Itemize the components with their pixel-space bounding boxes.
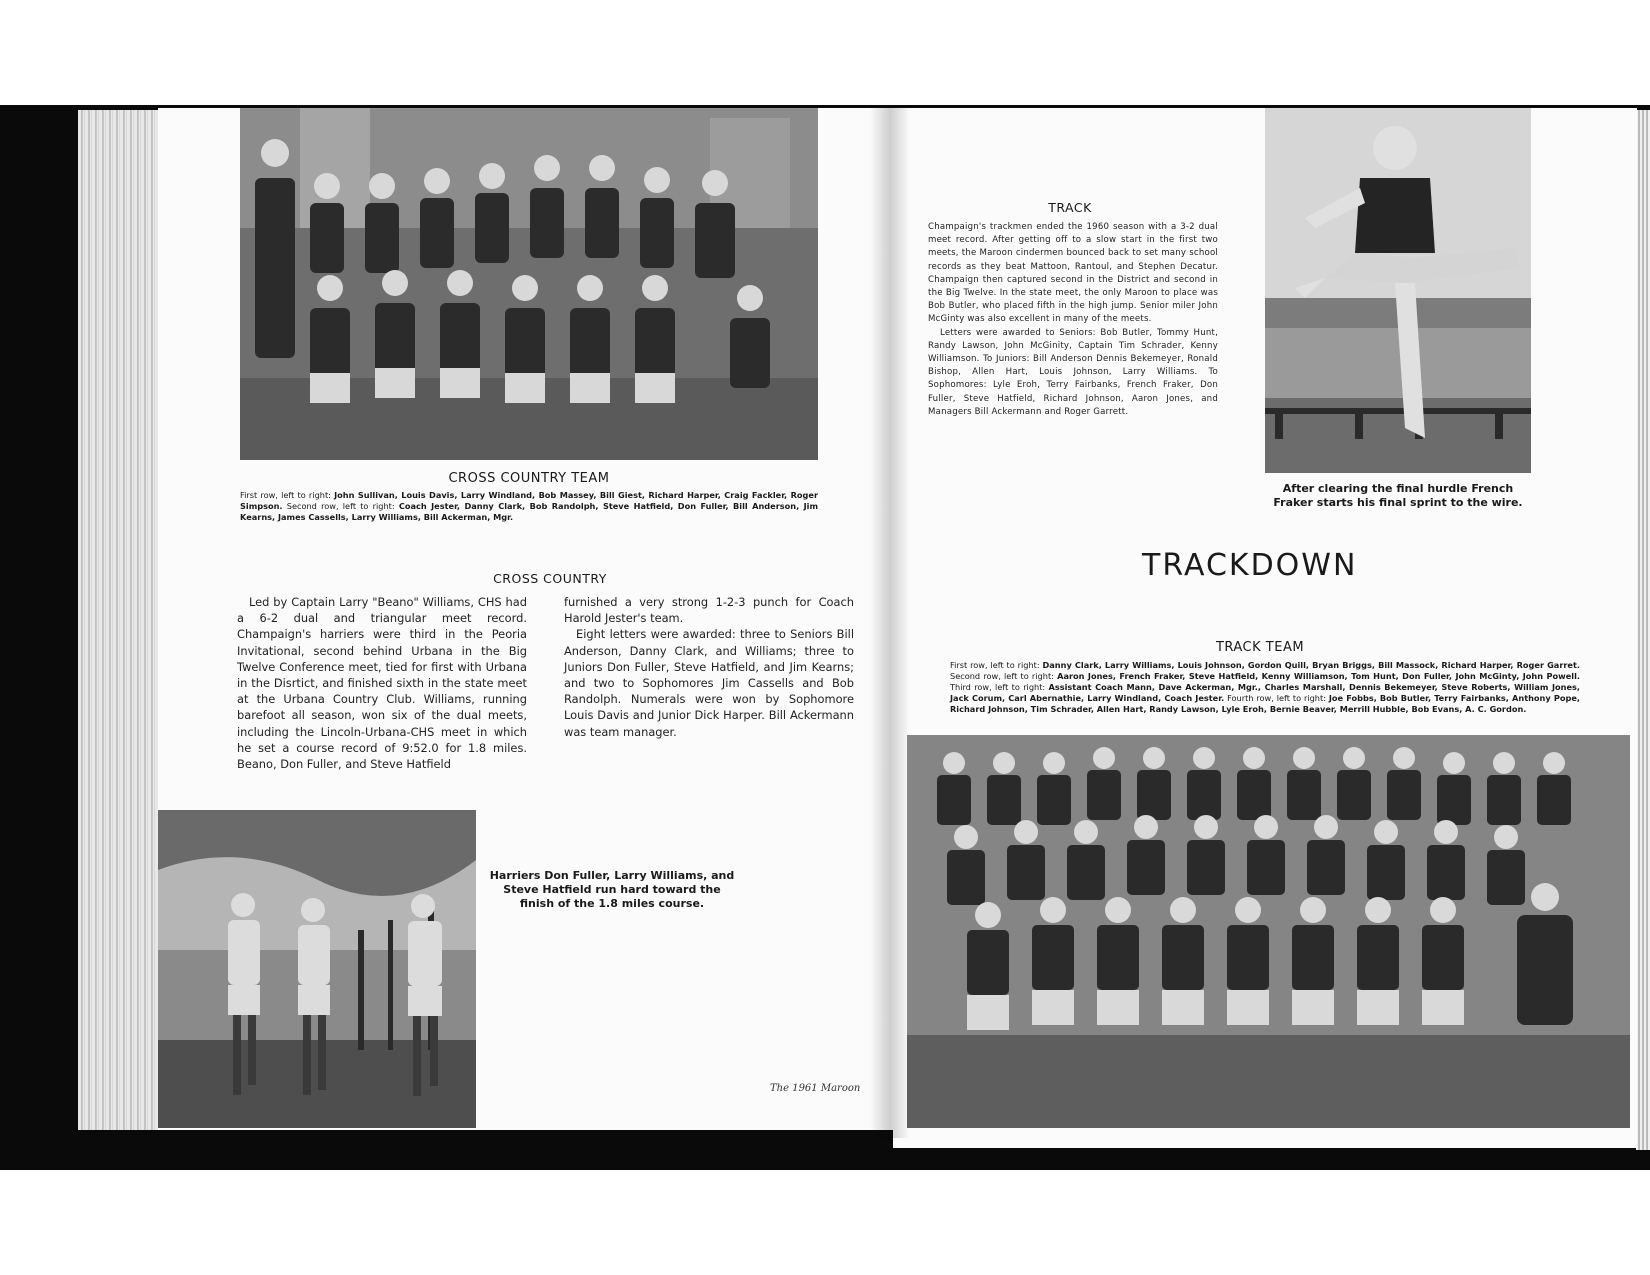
row2-label: Second row, left to right: bbox=[286, 501, 395, 511]
cross-country-team-photo bbox=[240, 108, 818, 460]
track-paragraph-1: Champaign's trackmen ended the 1960 season with a 3-2 dual meet record. After getting off to a slow start in the first two meets, the Maroon cindermen bounced back to set many school records as they beat Mattoon, Rantoul, and Stephen Decatur. Champaign then captured second in the District and second in the Big Twelve. In the state meet, the only Maroon to place was Bob Butler, who placed fifth in the high jump. Senior miler John McGinty was also excellent in many of the meets. bbox=[928, 222, 1218, 325]
track-row4-label: Fourth row, left to right: bbox=[1227, 693, 1326, 703]
track-team-caption bbox=[950, 660, 1580, 715]
book-gutter bbox=[870, 108, 910, 1138]
track-heading: TRACK bbox=[1048, 200, 1092, 215]
book-page-edges-right bbox=[1636, 110, 1650, 1150]
row2-names: Coach Jester, Danny Clark, Bob Randolph, Steve Hatfield, Don Fuller, Bill Anderson, Jim Kearns, James Cassells, Larry Williams, Bill Ackerman, Mgr. bbox=[240, 501, 819, 522]
hurdle-photo bbox=[1265, 108, 1531, 473]
track-row1-label: First row, left to right: bbox=[950, 660, 1040, 670]
harriers-running-photo bbox=[158, 810, 476, 1128]
track-paragraph-2: Letters were awarded to Seniors: Bob Butler, Tommy Hunt, Randy Lawson, John McGinity, Captain Tim Schrader, Kenny Williamson. To Juniors: Bill Anderson Dennis Bekemeyer, Ronald Bishop, Allen Hart, Louis Johnson, Larry Williams. To Sophomores: Lyle Eroh, Terry Fairbanks, French Fraker, Don Fuller, Steve Hatfield, Richard Johnson, Aaron Jones, and Managers Bill Ackermann and Roger Garrett. bbox=[928, 327, 1218, 417]
track-team-photo bbox=[907, 735, 1630, 1128]
row1-names: John Sullivan, Louis Davis, Larry Windland, Bob Massey, Bill Giest, Richard Harper, Craig Fackler, Roger Simpson. bbox=[240, 490, 818, 511]
book-page-edges-left bbox=[78, 110, 160, 1130]
cross-country-team-caption bbox=[240, 490, 818, 523]
row1-label: First row, left to right: bbox=[240, 490, 331, 500]
track-row3-label: Third row, left to right: bbox=[950, 682, 1046, 692]
cross-country-heading: CROSS COUNTRY bbox=[493, 571, 607, 586]
hurdle-caption: After clearing the final hurdle French Fraker starts his final sprint to the wire. bbox=[1273, 482, 1523, 509]
harriers-caption: Harriers Don Fuller, Larry Williams, and Steve Hatfield run hard toward the finish of the 1.8 miles course. bbox=[489, 869, 735, 910]
cross-country-column-2 bbox=[564, 594, 854, 740]
track-row2-label: Second row, left to right: bbox=[950, 671, 1054, 681]
track-row2-names: Aaron Jones, French Fraker, Steve Hatfield, Kenny Williamson, Tom Hunt, Don Fuller, John McGinty, John Powell. bbox=[1057, 671, 1580, 681]
cross-country-paragraph-3: Eight letters were awarded: three to Seniors Bill Anderson, Danny Clark, and Williams; three to Juniors Don Fuller, Steve Hatfield, and Jim Kearns; and two to Sophomores Jim Cassells and Bob Randolph. Numerals were won by Sophomore Louis Davis and Junior Dick Harper. Bill Ackermann was team manager. bbox=[564, 627, 854, 739]
track-row1-names: Danny Clark, Larry Williams, Louis Johnson, Gordon Quill, Bryan Briggs, Bill Massock, Richard Harper, Roger Garret. bbox=[1042, 660, 1580, 670]
track-team-heading: TRACK TEAM bbox=[1215, 640, 1305, 655]
track-story bbox=[928, 221, 1218, 419]
cross-country-column-1 bbox=[237, 594, 527, 772]
trackdown-title: TRACKDOWN bbox=[1142, 548, 1358, 583]
cross-country-paragraph-1: Led by Captain Larry "Beano" Williams, CHS had a 6-2 dual and triangular meet record. Champaign's harriers were third in the Peoria Invitational, second behind Urbana in the Big Twelve Conference meet, tied for first with Urbana in the Disrtict, and finished sixth in the state meet at the Urbana Country Club. Williams, running barefoot all season, won six of the dual meets, including the Lincoln-Urbana-CHS meet in which he set a course record of 9:52.0 for 1.8 miles. Beano, Don Fuller, and Steve Hatfield bbox=[237, 595, 527, 772]
page-folio: The 1961 Maroon bbox=[770, 1083, 861, 1094]
cross-country-team-heading: CROSS COUNTRY TEAM bbox=[448, 471, 610, 486]
track-row3-names: Assistant Coach Mann, Dave Ackerman, Mgr., Charles Marshall, Dennis Bekemeyer, Steve Roberts, William Jones, Jack Corum, Carl Abernathie, Larry Windland, Coach Jester. bbox=[950, 682, 1581, 703]
track-row4-names: Joe Fobbs, Bob Butler, Terry Fairbanks, Anthony Pope, Richard Johnson, Tim Schrader, Allen Hart, Randy Lawson, Lyle Eroh, Bernie Beaver, Merrill Hubble, Bob Evans, A. C. Gordon. bbox=[950, 693, 1581, 714]
cross-country-paragraph-2: furnished a very strong 1-2-3 punch for Coach Harold Jester's team. bbox=[564, 595, 854, 626]
